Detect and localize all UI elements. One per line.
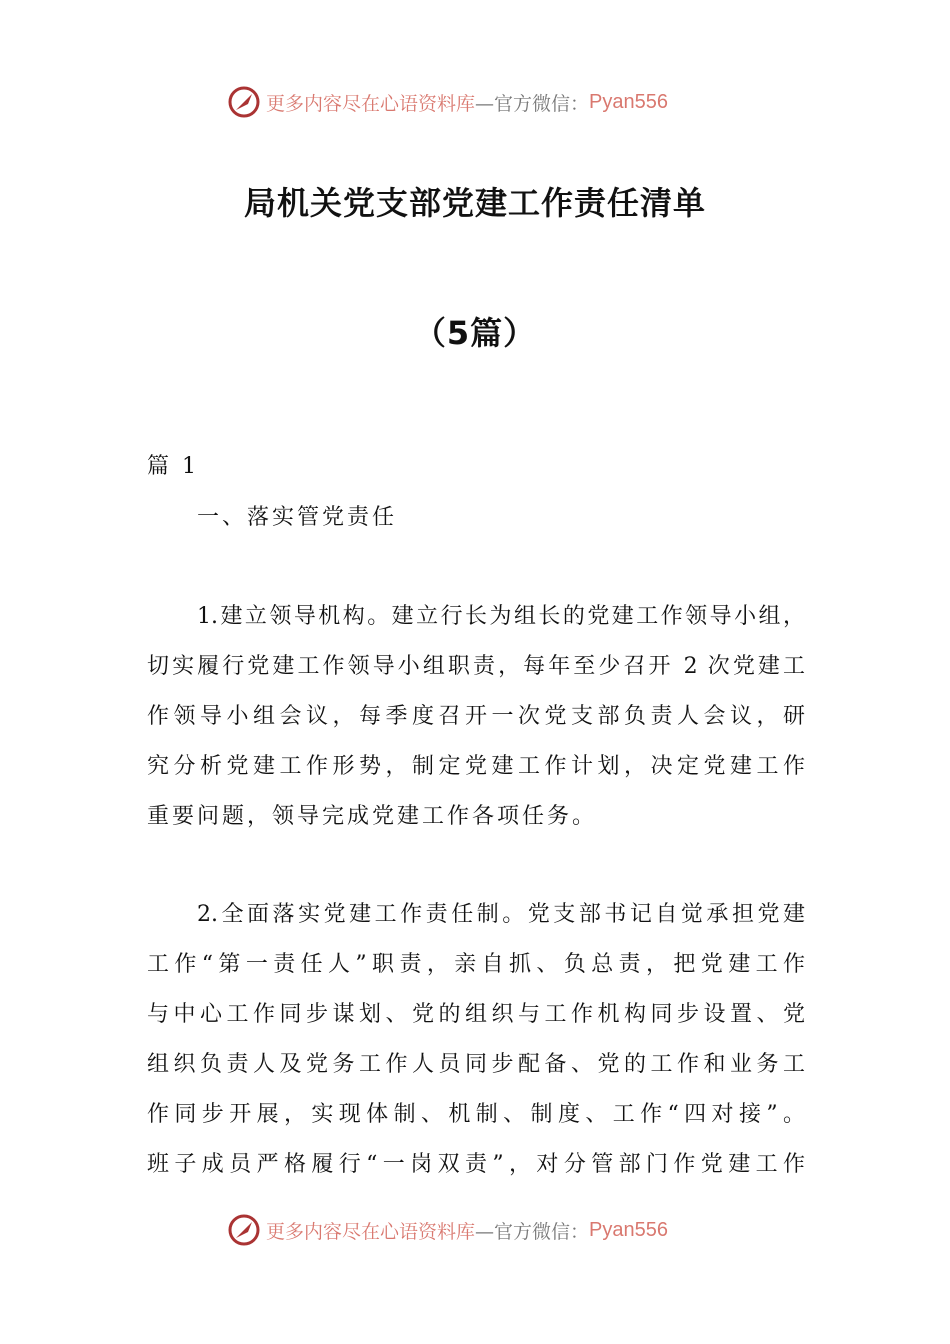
text-line: 1.建立领导机构。建立行长为组长的党建工作领导小组， bbox=[197, 604, 805, 629]
text-line: 班子成员严格履行“一岗双责”，对分管部门作党建工作 bbox=[147, 1152, 805, 1177]
section-heading: 一、落实管党责任 bbox=[197, 505, 398, 530]
document-title: 局机关党支部党建工作责任清单 bbox=[243, 184, 706, 222]
text-line: 2.全面落实党建工作责任制。党支部书记自觉承担党建 bbox=[197, 902, 805, 927]
pen-logo-icon bbox=[226, 84, 262, 120]
text-line: 组织负责人及党务工作人员同步配备、党的工作和业务工 bbox=[147, 1052, 805, 1077]
header-watermark: 更多内容尽在心语资料库 —官方微信： Pyan556 bbox=[226, 82, 668, 122]
text-line: 切实履行党建工作领导小组职责，每年至少召开 2 次党建工 bbox=[147, 654, 805, 679]
text-line: 与中心工作同步谋划、党的组织与工作机构同步设置、党 bbox=[147, 1002, 805, 1027]
document-subtitle: （5篇） bbox=[413, 314, 537, 352]
text-line: 作领导小组会议，每季度召开一次党支部负责人会议，研 bbox=[147, 704, 805, 729]
section-label: 篇 1 bbox=[147, 454, 199, 479]
text-line: 重要问题，领导完成党建工作各项任务。 bbox=[147, 804, 598, 829]
footer-watermark: 更多内容尽在心语资料库 —官方微信： Pyan556 bbox=[226, 1210, 668, 1250]
pen-logo-icon bbox=[226, 1212, 262, 1248]
text-line: 作同步开展，实现体制、机制、制度、工作“四对接”。 bbox=[147, 1102, 805, 1127]
text-line: 工作“第一责任人”职责，亲自抓、负总责，把党建工作 bbox=[147, 952, 805, 977]
text-line: 究分析党建工作形势，制定党建工作计划，决定党建工作 bbox=[147, 754, 805, 779]
